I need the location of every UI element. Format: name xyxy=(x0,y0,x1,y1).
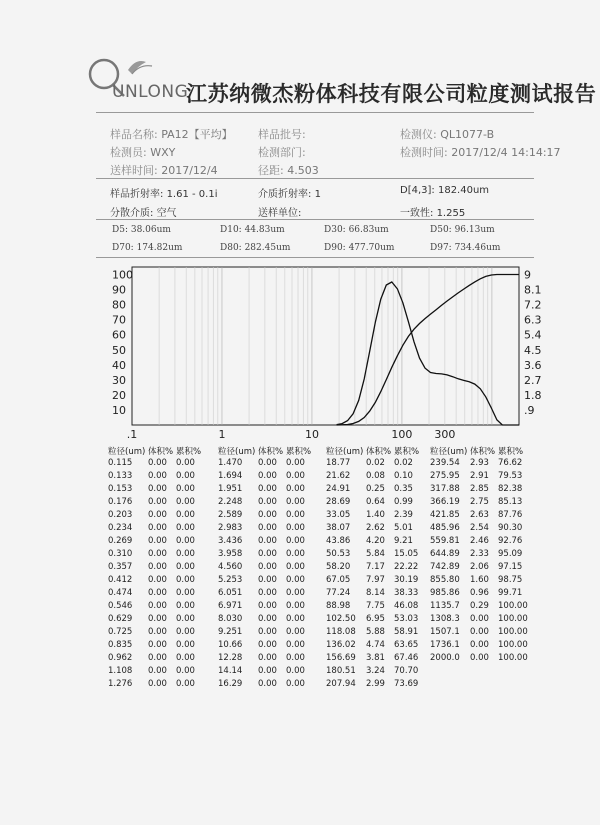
table-cell: 0.00 xyxy=(286,510,305,520)
table-cell: 0.00 xyxy=(176,601,195,611)
d97-value: D97: 734.46um xyxy=(430,243,501,253)
table-cell: 0.962 xyxy=(108,653,133,663)
table-cell: 73.69 xyxy=(394,679,419,689)
table-cell: 5.88 xyxy=(366,627,385,637)
table-cell: 33.05 xyxy=(326,510,351,520)
table-header: 体积% xyxy=(258,447,284,457)
table-cell: 0.234 xyxy=(108,523,133,533)
table-cell: 136.02 xyxy=(326,640,356,650)
y-right-tick-label: 3.6 xyxy=(524,358,542,372)
table-cell: 1135.7 xyxy=(430,601,460,611)
table-cell: 0.00 xyxy=(148,653,167,663)
sample-name-field: 样品名称: PA12【平均】 xyxy=(110,128,233,141)
table-cell: 2.75 xyxy=(470,497,489,507)
table-cell: 0.00 xyxy=(258,627,277,637)
d90-value: D90: 477.70um xyxy=(324,243,395,253)
d30-value: D30: 66.83um xyxy=(324,225,389,235)
table-cell: 0.00 xyxy=(470,614,489,624)
table-cell: 0.00 xyxy=(286,666,305,676)
y-left-tick-label: 80 xyxy=(112,298,126,312)
table-cell: 0.02 xyxy=(366,458,385,468)
table-cell: 366.19 xyxy=(430,497,460,507)
table-cell: 1.60 xyxy=(470,575,489,585)
table-cell: 559.81 xyxy=(430,536,460,546)
unit-field: 送样单位: xyxy=(258,208,302,219)
table-cell: 100.00 xyxy=(498,653,528,663)
table-cell: 0.00 xyxy=(258,679,277,689)
table-cell: 0.00 xyxy=(258,601,277,611)
table-cell: 2.99 xyxy=(366,679,385,689)
table-cell: 28.69 xyxy=(326,497,351,507)
table-cell: 3.24 xyxy=(366,666,385,676)
table-cell: 0.25 xyxy=(366,484,385,494)
table-cell: 12.28 xyxy=(218,653,243,663)
table-cell: 24.91 xyxy=(326,484,351,494)
table-header: 累积% xyxy=(394,447,420,457)
table-cell: 0.00 xyxy=(470,653,489,663)
table-cell: 0.357 xyxy=(108,562,133,572)
table-header: 粒径(um) xyxy=(218,447,256,457)
y-right-tick-label: 8.1 xyxy=(524,283,542,297)
send-time-field: 送样时间: 2017/12/4 xyxy=(110,164,218,177)
table-cell: 0.835 xyxy=(108,640,133,650)
table-cell: 0.00 xyxy=(176,640,195,650)
table-cell: 0.00 xyxy=(176,536,195,546)
table-cell: 0.412 xyxy=(108,575,133,585)
table-cell: 0.629 xyxy=(108,614,133,624)
table-cell: 0.00 xyxy=(258,666,277,676)
table-header: 粒径(um) xyxy=(430,447,468,457)
table-cell: 8.030 xyxy=(218,614,243,624)
table-cell: 0.99 xyxy=(394,497,413,507)
table-cell: 63.65 xyxy=(394,640,419,650)
table-cell: 21.62 xyxy=(326,471,351,481)
medium-ri-field: 介质折射率: 1 xyxy=(258,189,321,200)
table-cell: 7.97 xyxy=(366,575,385,585)
table-cell: 46.08 xyxy=(394,601,419,611)
dept-field: 检测部门: xyxy=(258,146,306,159)
table-cell: 76.62 xyxy=(498,458,523,468)
tester-field: 检测员: WXY xyxy=(110,146,176,159)
table-cell: 0.00 xyxy=(176,666,195,676)
table-cell: 1.694 xyxy=(218,471,243,481)
y-right-tick-label: 2.7 xyxy=(524,373,542,387)
table-cell: 0.00 xyxy=(176,575,195,585)
table-cell: 50.53 xyxy=(326,549,351,559)
table-cell: 100.00 xyxy=(498,627,528,637)
table-cell: 0.474 xyxy=(108,588,133,598)
table-cell: 2.85 xyxy=(470,484,489,494)
report-title: 江苏纳微杰粉体科技有限公司粒度测试报告 xyxy=(186,82,597,106)
table-cell: 38.07 xyxy=(326,523,351,533)
table-cell: 9.251 xyxy=(218,627,243,637)
table-cell: 5.84 xyxy=(366,549,385,559)
table-cell: 0.115 xyxy=(108,458,133,468)
table-cell: 0.35 xyxy=(394,484,413,494)
table-cell: 58.20 xyxy=(326,562,351,572)
table-cell: 0.00 xyxy=(176,614,195,624)
table-cell: 0.00 xyxy=(148,666,167,676)
table-cell: 38.33 xyxy=(394,588,419,598)
d80-value: D80: 282.45um xyxy=(220,243,291,253)
table-cell: 644.89 xyxy=(430,549,460,559)
table-cell: 0.00 xyxy=(258,562,277,572)
table-cell: 2.33 xyxy=(470,549,489,559)
table-cell: 0.00 xyxy=(258,549,277,559)
table-cell: 0.00 xyxy=(148,614,167,624)
table-cell: 0.00 xyxy=(176,549,195,559)
table-cell: 985.86 xyxy=(430,588,460,598)
table-cell: 0.00 xyxy=(148,523,167,533)
table-cell: 2000.0 xyxy=(430,653,460,663)
table-cell: 0.00 xyxy=(286,653,305,663)
table-cell: 95.09 xyxy=(498,549,523,559)
table-cell: 1.470 xyxy=(218,458,243,468)
table-cell: 77.24 xyxy=(326,588,351,598)
table-cell: 0.00 xyxy=(176,484,195,494)
table-cell: 0.00 xyxy=(176,653,195,663)
table-cell: 0.00 xyxy=(258,510,277,520)
uniformity-field: 一致性: 1.255 xyxy=(400,208,466,219)
table-cell: 7.75 xyxy=(366,601,385,611)
table-cell: 7.17 xyxy=(366,562,385,572)
table-header: 体积% xyxy=(366,447,392,457)
table-cell: 100.00 xyxy=(498,601,528,611)
table-header: 体积% xyxy=(148,447,174,457)
table-cell: 1507.1 xyxy=(430,627,460,637)
table-cell: 1736.1 xyxy=(430,640,460,650)
table-cell: 5.253 xyxy=(218,575,243,585)
table-cell: 0.00 xyxy=(148,640,167,650)
table-cell: 0.00 xyxy=(286,523,305,533)
table-cell: 0.00 xyxy=(286,640,305,650)
table-cell: 2.63 xyxy=(470,510,489,520)
sample-ri-field: 样品折射率: 1.61 - 0.1i xyxy=(110,189,218,200)
y-right-tick-label: 9 xyxy=(524,268,531,282)
table-cell: 1.108 xyxy=(108,666,133,676)
table-cell: 0.00 xyxy=(258,497,277,507)
table-cell: 97.15 xyxy=(498,562,523,572)
table-cell: 0.29 xyxy=(470,601,489,611)
table-cell: 9.21 xyxy=(394,536,413,546)
y-left-tick-label: 60 xyxy=(112,328,126,342)
table-cell: 6.971 xyxy=(218,601,243,611)
y-right-tick-label: 4.5 xyxy=(524,343,542,357)
y-left-tick-label: 90 xyxy=(112,283,126,297)
d5-value: D5: 38.06um xyxy=(112,225,171,235)
table-cell: 0.00 xyxy=(258,575,277,585)
table-cell: 0.00 xyxy=(286,536,305,546)
table-cell: 0.00 xyxy=(148,458,167,468)
table-cell: 3.436 xyxy=(218,536,243,546)
table-cell: 0.00 xyxy=(286,549,305,559)
table-cell: 0.00 xyxy=(176,458,195,468)
table-cell: 0.725 xyxy=(108,627,133,637)
table-cell: 98.75 xyxy=(498,575,523,585)
table-cell: 485.96 xyxy=(430,523,460,533)
table-cell: 0.10 xyxy=(394,471,413,481)
table-cell: 0.00 xyxy=(148,471,167,481)
table-cell: 1.951 xyxy=(218,484,243,494)
d70-value: D70: 174.82um xyxy=(112,243,183,253)
table-cell: 92.76 xyxy=(498,536,523,546)
x-tick-label: 100 xyxy=(391,428,413,441)
table-cell: 0.00 xyxy=(286,471,305,481)
table-cell: 0.00 xyxy=(258,640,277,650)
table-cell: 0.00 xyxy=(148,549,167,559)
table-cell: 2.46 xyxy=(470,536,489,546)
y-right-tick-label: 6.3 xyxy=(524,313,542,327)
table-cell: 742.89 xyxy=(430,562,460,572)
table-header: 粒径(um) xyxy=(326,447,364,457)
table-cell: 275.95 xyxy=(430,471,460,481)
table-header: 累积% xyxy=(176,447,202,457)
table-cell: 90.30 xyxy=(498,523,523,533)
table-cell: 100.00 xyxy=(498,640,528,650)
table-cell: 0.00 xyxy=(176,471,195,481)
table-cell: 0.00 xyxy=(176,588,195,598)
table-cell: 0.00 xyxy=(148,627,167,637)
table-cell: 5.01 xyxy=(394,523,413,533)
table-cell: 4.74 xyxy=(366,640,385,650)
table-cell: 0.00 xyxy=(286,562,305,572)
table-cell: 1.276 xyxy=(108,679,133,689)
y-left-tick-label: 30 xyxy=(112,373,126,387)
table-cell: 0.00 xyxy=(148,679,167,689)
table-cell: 88.98 xyxy=(326,601,351,611)
x-tick-label: 10 xyxy=(304,428,319,441)
table-header: 累积% xyxy=(286,447,312,457)
table-cell: 0.00 xyxy=(176,523,195,533)
table-cell: 0.00 xyxy=(470,627,489,637)
table-cell: 43.86 xyxy=(326,536,351,546)
table-cell: 0.269 xyxy=(108,536,133,546)
table-cell: 2.983 xyxy=(218,523,243,533)
table-cell: 0.00 xyxy=(286,484,305,494)
y-right-tick-label: 7.2 xyxy=(524,298,542,312)
table-cell: 4.20 xyxy=(366,536,385,546)
y-left-tick-label: 40 xyxy=(112,358,126,372)
test-time-field: 检测时间: 2017/12/4 14:14:17 xyxy=(400,146,561,159)
table-cell: 180.51 xyxy=(326,666,356,676)
table-cell: 0.310 xyxy=(108,549,133,559)
y-right-tick-label: 1.8 xyxy=(524,388,542,402)
table-cell: 0.08 xyxy=(366,471,385,481)
table-cell: 0.96 xyxy=(470,588,489,598)
table-cell: 82.38 xyxy=(498,484,523,494)
dispersant-field: 分散介质: 空气 xyxy=(110,208,177,219)
table-cell: 0.00 xyxy=(258,458,277,468)
table-cell: 4.560 xyxy=(218,562,243,572)
logo-text: UNLONG xyxy=(112,82,189,102)
instrument-field: 检测仪: QL1077-B xyxy=(400,128,495,141)
table-cell: 0.00 xyxy=(258,471,277,481)
y-left-tick-label: 10 xyxy=(112,403,126,417)
y-left-tick-label: 50 xyxy=(112,343,126,357)
table-cell: 15.05 xyxy=(394,549,419,559)
table-cell: 2.248 xyxy=(218,497,243,507)
table-cell: 0.00 xyxy=(258,653,277,663)
x-tick-label: 1 xyxy=(218,428,226,441)
table-cell: 0.00 xyxy=(258,523,277,533)
table-cell: 85.13 xyxy=(498,497,523,507)
table-cell: 16.29 xyxy=(218,679,243,689)
table-cell: 102.50 xyxy=(326,614,356,624)
table-cell: 0.00 xyxy=(148,484,167,494)
table-cell: 14.14 xyxy=(218,666,243,676)
table-cell: 0.00 xyxy=(286,627,305,637)
d10-value: D10: 44.83um xyxy=(220,225,285,235)
table-cell: 18.77 xyxy=(326,458,351,468)
table-cell: 118.08 xyxy=(326,627,356,637)
table-header: 粒径(um) xyxy=(108,447,146,457)
table-cell: 70.70 xyxy=(394,666,419,676)
table-cell: 207.94 xyxy=(326,679,356,689)
table-cell: 6.95 xyxy=(366,614,385,624)
table-cell: 0.00 xyxy=(148,562,167,572)
table-cell: 30.19 xyxy=(394,575,419,585)
table-cell: 0.00 xyxy=(176,679,195,689)
table-cell: 0.00 xyxy=(148,536,167,546)
table-cell: 0.00 xyxy=(286,601,305,611)
table-cell: 0.00 xyxy=(176,562,195,572)
batch-field: 样品批号: xyxy=(258,128,306,141)
diameter-field: 径距: 4.503 xyxy=(258,164,319,177)
y-right-tick-label: .9 xyxy=(524,403,535,417)
table-cell: 0.153 xyxy=(108,484,133,494)
table-cell: 0.00 xyxy=(148,497,167,507)
table-header: 体积% xyxy=(470,447,496,457)
y-left-tick-label: 20 xyxy=(112,388,126,402)
table-cell: 0.00 xyxy=(258,484,277,494)
table-cell: 6.051 xyxy=(218,588,243,598)
table-cell: 10.66 xyxy=(218,640,243,650)
table-cell: 0.176 xyxy=(108,497,133,507)
table-cell: 22.22 xyxy=(394,562,419,572)
table-cell: 0.00 xyxy=(176,497,195,507)
table-cell: 0.00 xyxy=(470,640,489,650)
table-cell: 100.00 xyxy=(498,614,528,624)
table-header: 累积% xyxy=(498,447,524,457)
table-cell: 0.00 xyxy=(258,588,277,598)
table-cell: 58.91 xyxy=(394,627,419,637)
table-cell: 67.46 xyxy=(394,653,419,663)
table-cell: 87.76 xyxy=(498,510,523,520)
table-cell: 156.69 xyxy=(326,653,356,663)
table-cell: 0.00 xyxy=(258,614,277,624)
table-cell: 67.05 xyxy=(326,575,351,585)
table-cell: 0.00 xyxy=(286,458,305,468)
table-cell: 8.14 xyxy=(366,588,385,598)
table-cell: 2.54 xyxy=(470,523,489,533)
table-cell: 0.02 xyxy=(394,458,413,468)
table-cell: 99.71 xyxy=(498,588,523,598)
table-cell: 421.85 xyxy=(430,510,460,520)
d50-value: D50: 96.13um xyxy=(430,225,495,235)
table-cell: 1308.3 xyxy=(430,614,460,624)
table-cell: 2.91 xyxy=(470,471,489,481)
table-cell: 0.00 xyxy=(286,497,305,507)
y-left-tick-label: 100 xyxy=(112,268,133,282)
table-cell: 2.589 xyxy=(218,510,243,520)
table-cell: 2.93 xyxy=(470,458,489,468)
table-cell: 0.00 xyxy=(286,575,305,585)
table-cell: 0.00 xyxy=(286,679,305,689)
y-right-tick-label: 5.4 xyxy=(524,328,542,342)
table-cell: 0.203 xyxy=(108,510,133,520)
table-cell: 79.53 xyxy=(498,471,523,481)
table-cell: 0.00 xyxy=(176,627,195,637)
table-cell: 0.546 xyxy=(108,601,133,611)
table-cell: 3.958 xyxy=(218,549,243,559)
d43-field: D[4,3]: 182.40um xyxy=(400,185,490,196)
x-tick-label: .1 xyxy=(126,428,138,441)
table-cell: 0.133 xyxy=(108,471,133,481)
table-cell: 0.00 xyxy=(286,614,305,624)
table-cell: 0.00 xyxy=(258,536,277,546)
table-cell: 317.88 xyxy=(430,484,460,494)
y-left-tick-label: 70 xyxy=(112,313,126,327)
table-cell: 0.00 xyxy=(148,601,167,611)
table-cell: 0.00 xyxy=(286,588,305,598)
table-cell: 239.54 xyxy=(430,458,460,468)
table-cell: 0.00 xyxy=(148,510,167,520)
table-cell: 0.64 xyxy=(366,497,385,507)
table-cell: 0.00 xyxy=(148,575,167,585)
x-tick-label: 300 xyxy=(434,428,456,441)
table-cell: 1.40 xyxy=(366,510,385,520)
table-cell: 855.80 xyxy=(430,575,460,585)
table-cell: 0.00 xyxy=(176,510,195,520)
table-cell: 2.06 xyxy=(470,562,489,572)
table-cell: 53.03 xyxy=(394,614,419,624)
table-cell: 2.62 xyxy=(366,523,385,533)
table-cell: 2.39 xyxy=(394,510,413,520)
table-cell: 3.81 xyxy=(366,653,385,663)
table-cell: 0.00 xyxy=(148,588,167,598)
